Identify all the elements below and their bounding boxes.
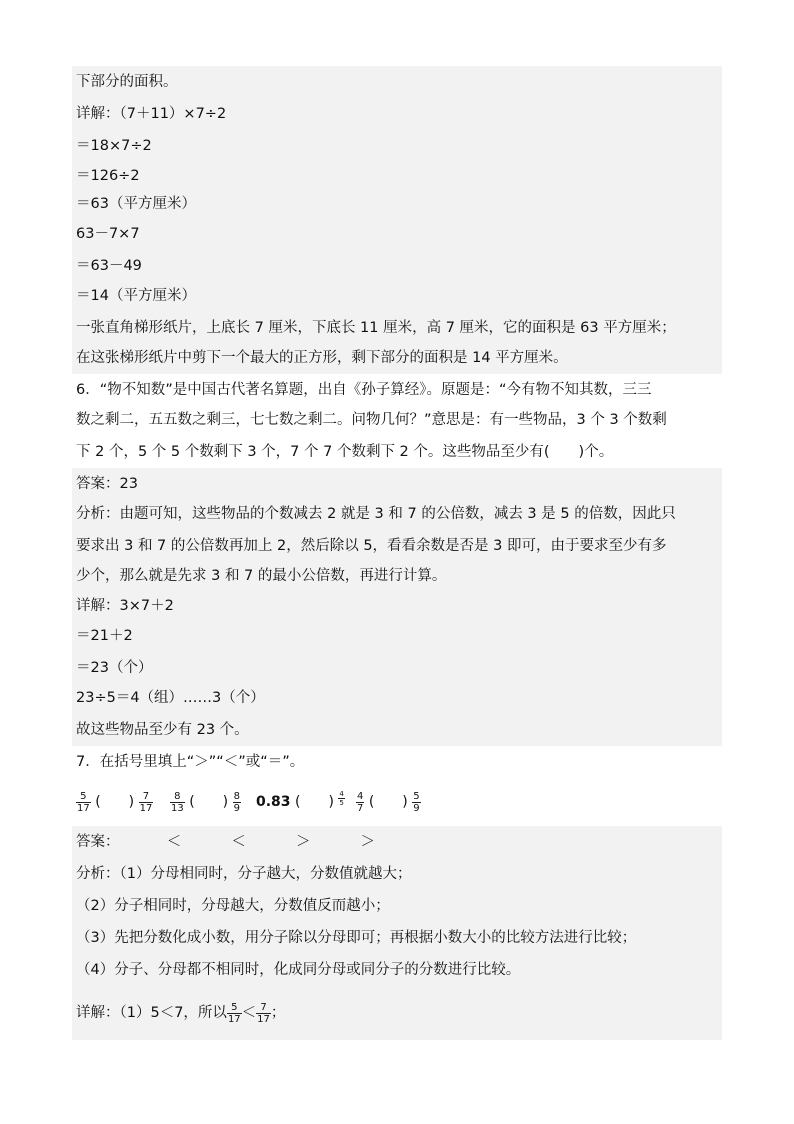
answer-symbol: ＞: [295, 834, 311, 850]
detail-line: 23÷5＝4（组）……3（个）: [72, 682, 722, 714]
comparison-item: [76, 786, 153, 818]
comparison-item: [170, 786, 241, 818]
text-line: ＝14（平方厘米）: [72, 280, 722, 312]
detail-line: ＝21＋2: [72, 620, 722, 652]
detail-line: 详解：3×7＋2: [72, 590, 722, 622]
analysis-line: （2）分子相同时，分母越大，分数值反而越小；: [72, 890, 722, 922]
analysis-line: （3）先把分数化成小数，用分子除以分母即可；再根据小数大小的比较方法进行比较；: [72, 922, 722, 954]
detail-operator: ＜: [241, 1005, 257, 1021]
analysis-line: 少个，那么就是先求 3 和 7 的最小公倍数，再进行计算。: [72, 560, 722, 592]
comparison-item: [256, 786, 345, 818]
answer-blank[interactable]: ( ): [189, 794, 229, 810]
analysis-line: 分析：由题可知，这些物品的个数减去 2 就是 3 和 7 的公倍数，减去 3 是 5 的倍数，因此只: [72, 498, 722, 530]
text-line: ＝18×7÷2: [72, 130, 722, 162]
comparison-row: [72, 780, 722, 824]
text-line: ＝126÷2: [72, 160, 722, 192]
analysis-line: （4）分子、分母都不相同时，化成同分母或同分子的分数进行比较。: [72, 954, 722, 986]
detail-suffix: ；: [270, 1005, 286, 1021]
fraction: $\frac{8}{13}$: [171, 790, 184, 814]
answer-blank[interactable]: ( ): [95, 794, 135, 810]
fraction: $\frac{7}{17}$: [257, 1001, 270, 1025]
text-line: 63－7×7: [72, 218, 722, 250]
text-line: ＝63－49: [72, 250, 722, 282]
answer-line: 答案：23: [72, 468, 722, 500]
question-6-line: 数之剩二，五五数之剩三，七七数之剩二。问物几何？”意思是：有一些物品，3 个 3 个数剩: [76, 412, 667, 428]
detail-line: ＝23（个）: [72, 652, 722, 684]
decimal-value: 0.83: [256, 794, 291, 810]
answer-blank[interactable]: ( ): [368, 794, 408, 810]
fraction: $\frac{7}{17}$: [139, 790, 153, 814]
comparison-item: [356, 786, 421, 818]
question-6-line: 下 2 个，5 个 5 个数剩下 3 个，7 个 7 个数剩下 2 个。这些物品至少有( )个。: [76, 444, 614, 460]
text-line: 在这张梯形纸片中剪下一个最大的正方形，剩下部分的面积是 14 平方厘米。: [72, 342, 722, 374]
text-line: 下部分的面积。: [72, 66, 722, 98]
answer-blank[interactable]: ( ): [295, 794, 334, 810]
detail-line: [72, 986, 722, 1040]
detail-prefix: 详解：（1）5＜7，所以: [76, 1005, 227, 1021]
answer-line: [72, 826, 722, 858]
fraction: $\frac{4}{5}$: [339, 790, 344, 807]
fraction: $\frac{5}{17}$: [227, 1001, 241, 1025]
fraction: $\frac{5}{17}$: [77, 790, 90, 814]
text-line: 一张直角梯形纸片，上底长 7 厘米，下底长 11 厘米，高 7 厘米，它的面积是 63 平方厘米；: [72, 312, 722, 344]
analysis-line: 要求出 3 和 7 的公倍数再加上 2，然后除以 5，看看余数是否是 3 即可，由于要求至少有多: [72, 530, 722, 562]
answer-symbol: ＞: [360, 834, 376, 850]
fraction: $\frac{5}{9}$: [413, 790, 420, 814]
detail-line: 故这些物品至少有 23 个。: [72, 714, 722, 746]
question-7-line: 7．在括号里填上“＞”“＜”或“＝”。: [76, 754, 305, 770]
fraction: $\frac{8}{9}$: [233, 790, 240, 814]
answer-symbol: ＜: [166, 834, 182, 850]
text-line: 详解：（7＋11）×7÷2: [72, 98, 722, 130]
question-6-line: 6．“物不知数”是中国古代著名算题，出自《孙子算经》。原题是：“今有物不知其数，三三: [76, 382, 652, 398]
answer-symbol: ＜: [231, 834, 246, 850]
fraction: $\frac{4}{7}$: [357, 790, 364, 814]
analysis-line: 分析：（1）分母相同时，分子越大，分数值就越大；: [72, 858, 722, 890]
text-line: ＝63（平方厘米）: [72, 188, 722, 220]
answer-label: 答案：: [76, 834, 120, 850]
